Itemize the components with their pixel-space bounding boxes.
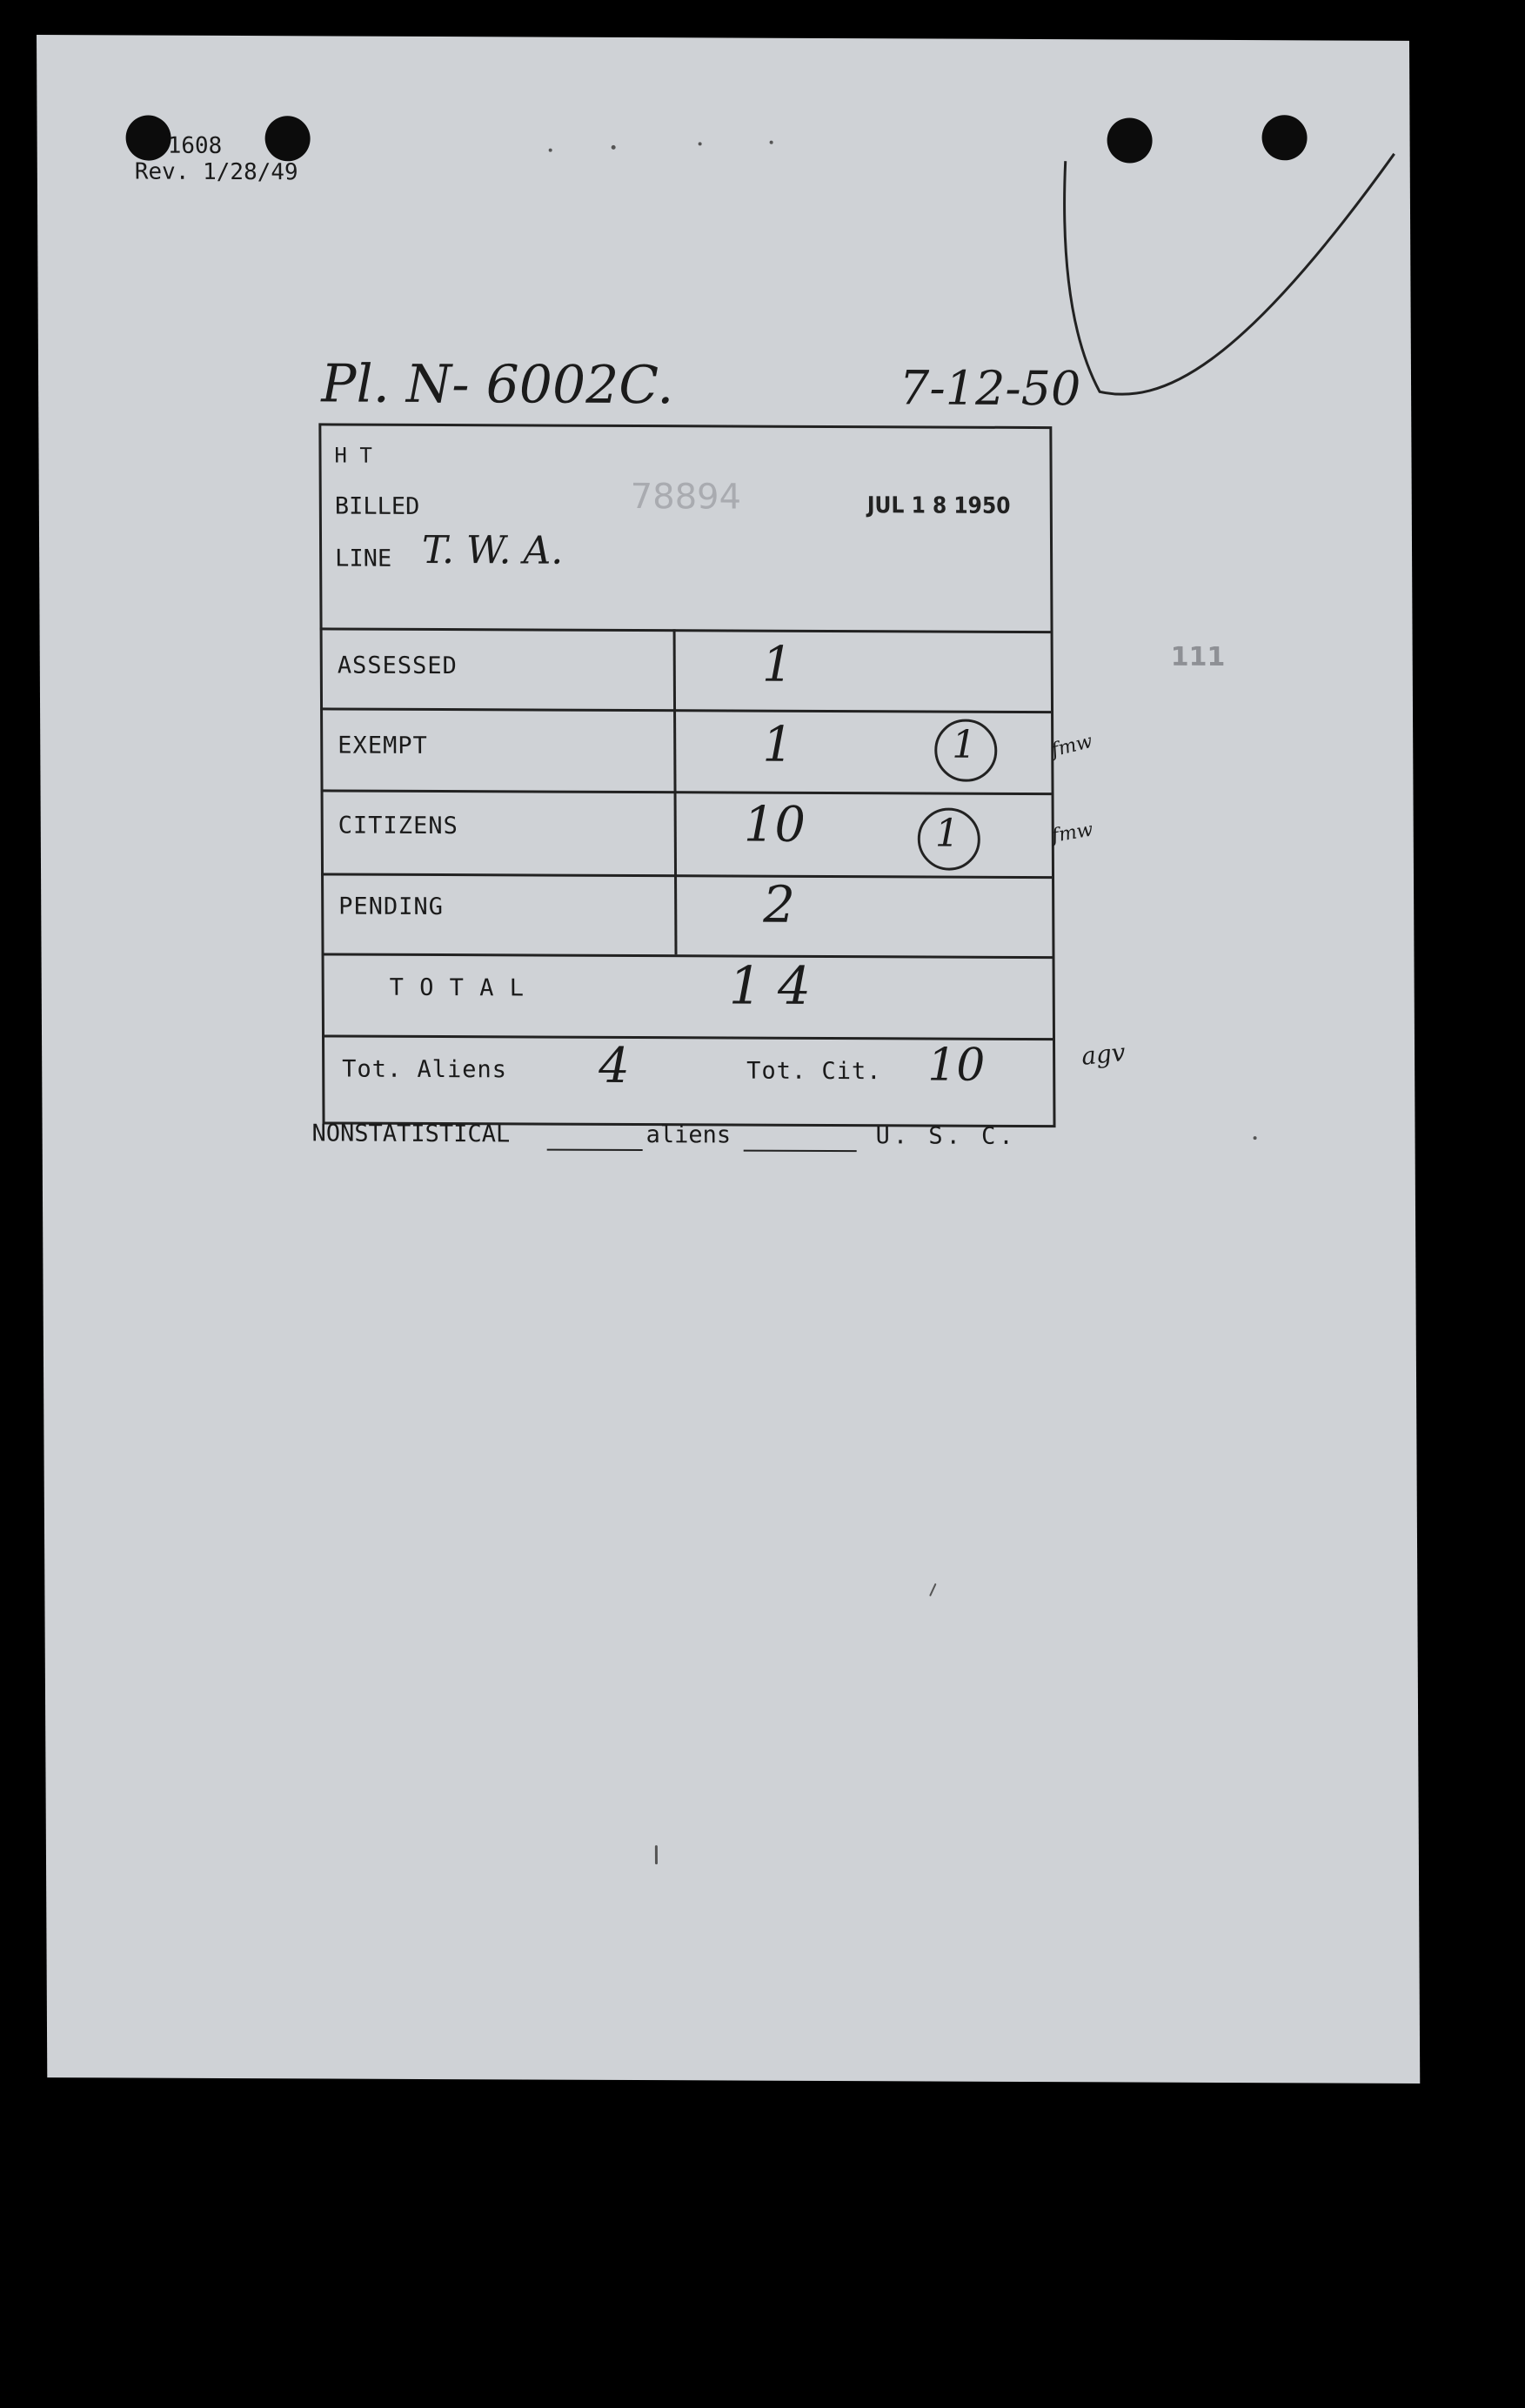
- billed-label: BILLED: [334, 492, 420, 520]
- margin-initial: fmw: [1049, 819, 1095, 848]
- punch-hole: [264, 116, 310, 161]
- line-label: LINE: [335, 545, 392, 572]
- total-citizens-value: 10: [927, 1039, 986, 1092]
- row-value-pending: 2: [763, 874, 796, 934]
- total-aliens-value: 4: [599, 1037, 630, 1094]
- row-value-assessed: 1: [761, 636, 793, 693]
- row-value-exempt: 1: [762, 716, 794, 773]
- paper-speck: [655, 1845, 658, 1864]
- row-value-citizens: 10: [743, 796, 806, 853]
- form-number: 1608: [167, 132, 223, 159]
- row-label-pending: PENDING: [338, 893, 445, 921]
- paper-speck: [549, 149, 552, 152]
- total-citizens-label: Tot. Cit.: [746, 1057, 882, 1086]
- margin-initial: agv: [1080, 1037, 1127, 1071]
- total-label: T O T A L: [389, 973, 525, 1002]
- paper-speck: [699, 142, 702, 145]
- row-label-exempt: EXEMPT: [338, 732, 428, 759]
- usc-label: U. S. C.: [875, 1122, 1017, 1150]
- check-mark-stroke: [1028, 109, 1413, 424]
- nonstatistical-label: NONSTATISTICAL: [311, 1120, 511, 1148]
- row-label-assessed: ASSESSED: [337, 652, 458, 680]
- blank-line: [744, 1150, 857, 1153]
- total-value: 14: [728, 955, 827, 1017]
- punch-hole: [125, 115, 171, 160]
- billed-number: 78894: [630, 476, 742, 518]
- paper-speck: [770, 141, 773, 144]
- received-stamp: JUL 1 8 1950: [866, 492, 1011, 519]
- document-page: [37, 35, 1420, 2084]
- plane-number: Pl. N- 6002C.: [320, 353, 674, 417]
- form-revision: Rev. 1/28/49: [134, 158, 298, 186]
- blank-line: [547, 1149, 643, 1151]
- row-label-citizens: CITIZENS: [338, 812, 458, 840]
- flight-date: 7-12-50: [899, 360, 1081, 417]
- aliens-label: aliens: [645, 1121, 732, 1149]
- paper-speck: [929, 1583, 937, 1596]
- total-aliens-label: Tot. Aliens: [342, 1055, 508, 1084]
- circled-value-text: 1: [952, 722, 977, 767]
- margin-number: 111: [1170, 641, 1226, 672]
- margin-initial: fmw: [1048, 730, 1095, 762]
- circled-value-text: 1: [934, 811, 960, 856]
- paper-speck: [1254, 1136, 1257, 1140]
- line-value: T. W. A.: [421, 527, 564, 573]
- ht-label: H T: [334, 443, 372, 468]
- paper-speck: [612, 145, 616, 150]
